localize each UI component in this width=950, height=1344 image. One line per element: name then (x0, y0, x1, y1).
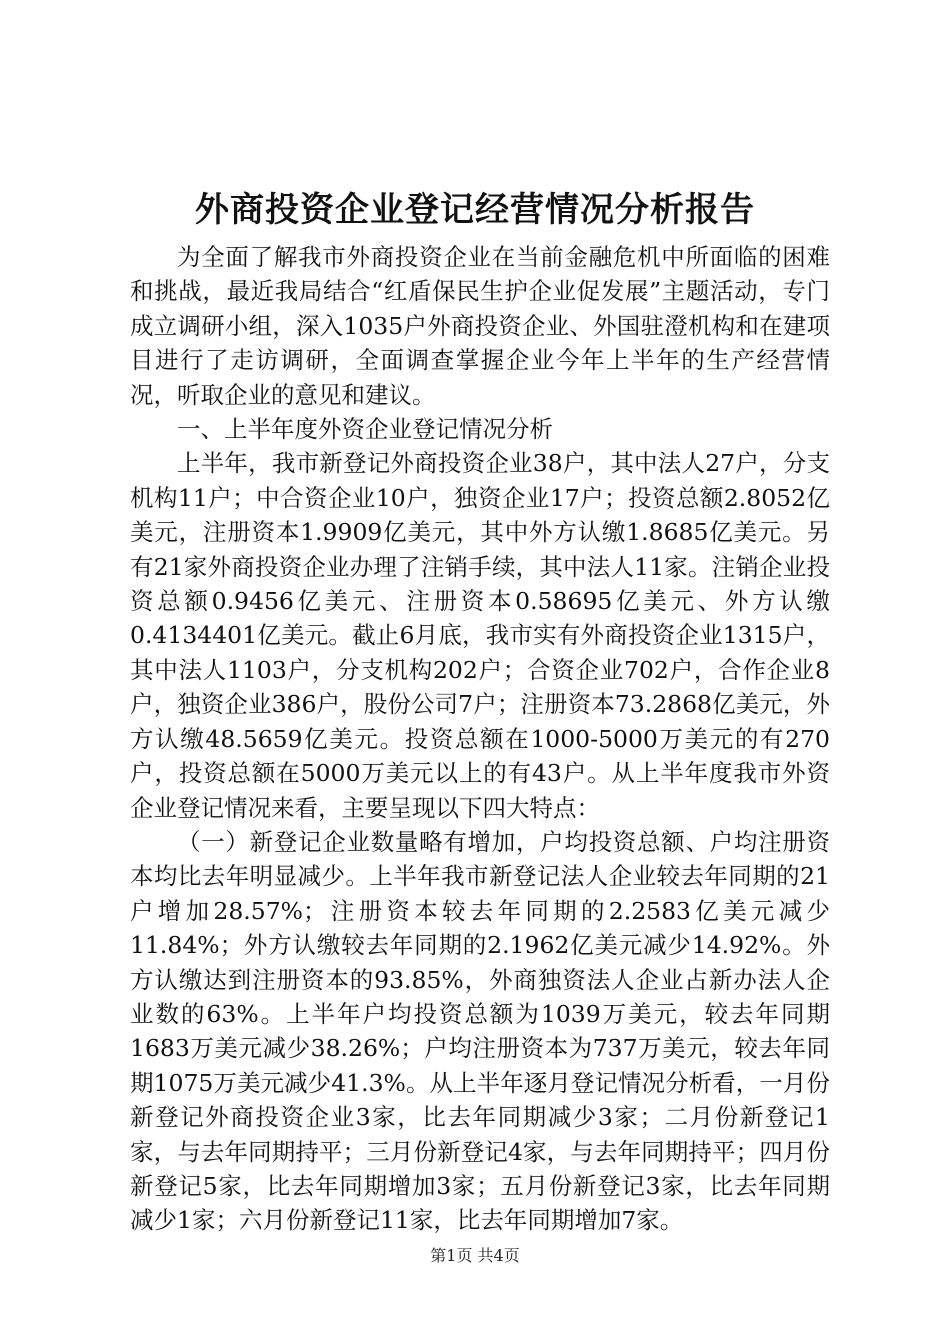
registration-paragraph: 上半年，我市新登记外商投资企业38户，其中法人27户，分支机构11户；中合资企业10户，独资企业17户；投资总额2.8052亿美元，注册资本1.9909亿美元，其中外方认缴1.8685亿美元。另有21家外商投资企业办理了注销手续，其中法人11家。注销企业投资总额0.9456亿美元、注册资本0.58695亿美元、外方认缴0.4134401亿美元。截止6月底，我市实有外商投资企业1315户，其中法人1103户，分支机构202户；合资企业702户，合作企业8户，独资企业386户，股份公司7户；注册资本73.2868亿美元，外方认缴48.5659亿美元。投资总额在1000-5000万美元的有270户，投资总额在5000万美元以上的有43户。从上半年度我市外资企业登记情况来看，主要呈现以下四大特点： (130, 449, 830, 822)
document-title: 外商投资企业登记经营情况分析报告 (195, 190, 755, 230)
intro-paragraph: 为全面了解我市外商投资企业在当前金融危机中所面临的困难和挑战，最近我局结合“红盾保民生护企业促发展”主题活动，专门成立调研小组，深入1035户外商投资企业、外国驻澄机构和在建项目进行了走访调研，全面调查掌握企业今年上半年的生产经营情况，听取企业的意见和建议。 (130, 243, 830, 409)
page-footer: 第1页 共4页 (430, 1246, 520, 1265)
section-heading: 一、上半年度外资企业登记情况分析 (177, 415, 553, 444)
document-body (130, 240, 830, 1238)
feature-one-paragraph: （一）新登记企业数量略有增加，户均投资总额、户均注册资本均比去年明显减少。上半年我市新登记法人企业较去年同期的21户增加28.57%；注册资本较去年同期的2.2583亿美元减少11.84%；外方认缴较去年同期的2.1962亿美元减少14.92%。外方认缴达到注册资本的93.85%，外商独资法人企业占新办法人企业数的63%。上半年户均投资总额为1039万美元，较去年同期1683万美元减少38.26%；户均注册资本为737万美元，较去年同期1075万美元减少41.3%。从上半年逐月登记情况分析看，一月份新登记外商投资企业3家，比去年同期减少3家；二月份新登记1家，与去年同期持平；三月份新登记4家，与去年同期持平；四月份新登记5家，比去年同期增加3家；五月份新登记3家，比去年同期减少1家；六月份新登记11家，比去年同期增加7家。 (130, 827, 830, 1235)
